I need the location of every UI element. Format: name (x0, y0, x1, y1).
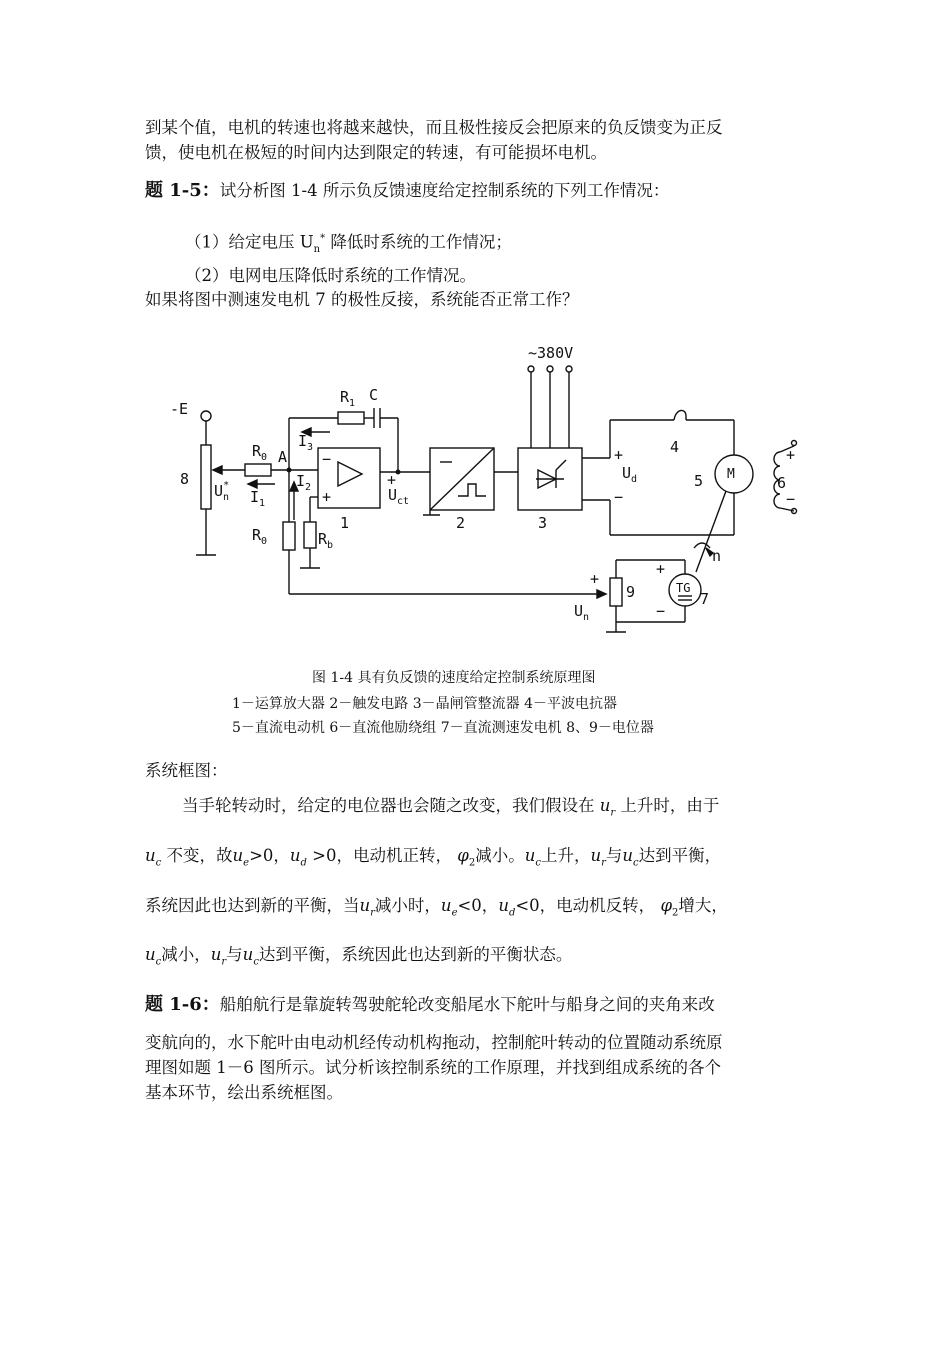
question-1-6-line-3: 理图如题 1－6 图所示。试分析该控制系统的工作原理，并找到组成系统的各个 (145, 1058, 721, 1077)
sub-c: c (155, 956, 162, 968)
label-m: M (727, 467, 735, 482)
question-1-5-item-1 (185, 228, 512, 261)
answer-text: <0， (457, 896, 499, 915)
symbol-u: u (440, 896, 452, 915)
resistor-rb (304, 522, 316, 548)
supply-terminal-3 (566, 366, 572, 372)
sub-c: c (633, 857, 639, 869)
symbol-u: u (145, 846, 156, 865)
potentiometer-9 (610, 578, 622, 606)
label-un-star: $U_n*$ (214, 480, 230, 503)
question-1-6 (145, 994, 715, 1016)
answer-text: >0， (249, 846, 290, 865)
answer-text: 上升， (540, 846, 591, 865)
symbol-u: u (359, 896, 371, 915)
supply-terminal-2 (547, 366, 553, 372)
question-1-6-line-4: 基本环节，绘出系统框图。 (145, 1083, 343, 1102)
label-uct-plus: + (387, 471, 397, 489)
question-1-6-label: 题 1-6： (145, 994, 220, 1015)
label-ud: $U_d$ (622, 464, 638, 485)
label-i1: $I_1$ (250, 488, 266, 509)
label-ud-plus: + (614, 446, 624, 464)
figure-caption: 图 1-4 具有负反馈的速度给定控制系统原理图 (312, 670, 596, 686)
label-ud-minus: − (614, 488, 624, 506)
symbol-phi: φ (660, 896, 672, 915)
label-supply: ~380V (528, 344, 574, 362)
answer-text: 上升时，由于 (615, 796, 720, 815)
label-6: 6 (777, 474, 787, 492)
answer-text: 减小， (161, 945, 211, 964)
label-7: 7 (700, 590, 710, 608)
resistor-r0-top (245, 464, 271, 476)
sub-d: d (300, 857, 307, 869)
intro-line-2: 馈，使电机在极短的时间内达到限定的转速，有可能损坏电机。 (145, 143, 607, 162)
question-1-5-label: 题 1-5： (145, 180, 220, 201)
label-tg-minus: − (656, 602, 666, 620)
answer-text: 增大， (678, 896, 728, 915)
answer-heading: 系统框图： (145, 761, 228, 780)
label-8: 8 (180, 470, 190, 488)
label-neg-e: -E (170, 400, 189, 418)
sub-r: r (370, 907, 375, 919)
label-1: 1 (340, 514, 350, 532)
answer-text: 不变，故 (161, 846, 233, 865)
item-1-suffix: 降低时系统的工作情况； (325, 232, 512, 252)
question-1-6-line-2: 变航向的，水下舵叶由电动机经传动机构拖动，控制舵叶转动的位置随动系统原 (145, 1033, 723, 1052)
answer-line-4 (145, 944, 572, 973)
intro-line-1: 到某个值，电机的转速也将越来越快，而且极性接反会把原来的负反馈变为正反 (145, 118, 723, 137)
sub-r: r (221, 956, 227, 968)
question-1-5-text: 试分析图 1-4 所示负反馈速度给定控制系统的下列工作情况： (219, 181, 670, 200)
answer-text: 与 (226, 945, 243, 964)
sub-e: e (243, 857, 250, 869)
answer-text: 减小时， (374, 896, 441, 915)
sub-r: r (610, 807, 616, 819)
symbol-u: u (242, 945, 254, 964)
answer-text: <0，电动机反转， (515, 896, 661, 915)
question-1-5-item-2: （2）电网电压降低时系统的工作情况。 (185, 266, 476, 285)
answer-text: 达到平衡， (638, 846, 722, 865)
symbol-u: u (599, 796, 611, 815)
question-1-6-line-1: 船舶航行是靠旋转驾驶舵轮改变船尾水下舵叶与船身之间的夹角来改 (219, 995, 715, 1014)
item-1-sub: n (313, 243, 321, 255)
answer-text: 达到平衡，系统因此也达到新的平衡状态。 (258, 945, 573, 964)
potentiometer-8 (201, 445, 211, 509)
label-i3: $I_3$ (298, 432, 314, 453)
answer-line-2 (145, 845, 721, 874)
label-rb: $R_b$ (318, 530, 334, 551)
answer-text: 当手轮转动时，给定的电位器也会随之改变，我们假设在 (182, 796, 600, 815)
label-field-minus: − (786, 490, 796, 508)
symbol-u: u (289, 846, 301, 865)
symbol-u: u (498, 896, 509, 915)
label-opamp-minus: − (322, 450, 332, 468)
answer-text: 与 (605, 846, 623, 865)
answer-text: 系统因此也达到新的平衡，当 (145, 896, 360, 915)
label-node-a: A (278, 448, 288, 466)
answer-text: >0，电动机正转， (306, 846, 458, 865)
label-un-plus: + (590, 570, 600, 588)
question-1-5 (145, 180, 669, 202)
terminal-neg-e (201, 411, 211, 421)
resistor-r1 (338, 412, 364, 424)
sub-c: c (253, 956, 259, 968)
label-tg: TG (676, 581, 691, 595)
label-r0-top: $R_0$ (252, 442, 268, 463)
label-tg-plus: + (656, 560, 666, 578)
label-5: 5 (694, 472, 704, 490)
symbol-u: u (210, 945, 222, 964)
label-c: C (369, 386, 379, 404)
symbol-u: u (590, 846, 602, 865)
label-uct: $U_{ct}$ (388, 486, 410, 507)
sub-e: e (451, 907, 458, 919)
item-1-sup: * (320, 233, 326, 244)
label-9: 9 (626, 583, 636, 601)
symbol-u: u (232, 846, 244, 865)
label-r1: $R_1$ (340, 388, 356, 409)
figure-legend-1: 1－运算放大器 2－触发电路 3－晶闸管整流器 4－平波电抗器 (232, 696, 617, 712)
answer-text: 减小。 (475, 846, 525, 865)
sub-c: c (155, 857, 162, 869)
figure-legend-2: 5－直流电动机 6－直流他励绕组 7－直流测速发电机 8、9－电位器 (232, 720, 654, 736)
sub-d: d (508, 907, 516, 919)
answer-line-3 (145, 895, 728, 924)
question-1-5-item-3: 如果将图中测速发电机 7 的极性反接，系统能否正常工作？ (145, 290, 579, 309)
label-n: n (712, 547, 722, 565)
label-opamp-plus: + (322, 488, 332, 506)
supply-terminal-1 (528, 366, 534, 372)
label-i2: $I_2$ (296, 472, 312, 493)
label-r0-bottom: $R_0$ (252, 526, 268, 547)
symbol-u: u (622, 846, 634, 865)
sub-r: r (601, 857, 606, 869)
resistor-r0-bottom (283, 522, 295, 550)
circuit-diagram (0, 335, 950, 645)
label-field-plus: + (786, 446, 796, 464)
label-2: 2 (456, 514, 466, 532)
symbol-phi: φ (457, 846, 469, 865)
sub-2: 2 (672, 907, 679, 919)
symbol-u: u (145, 945, 156, 964)
item-1-prefix: （1）给定电压 U (185, 232, 314, 252)
label-4: 4 (670, 438, 680, 456)
smoothing-reactor-4 (674, 410, 686, 420)
sub-2: 2 (468, 857, 476, 869)
symbol-u: u (524, 846, 536, 865)
sub-c: c (535, 857, 541, 869)
answer-line-1 (182, 795, 719, 824)
label-3: 3 (538, 514, 548, 532)
label-un: $U_n$ (574, 602, 590, 623)
